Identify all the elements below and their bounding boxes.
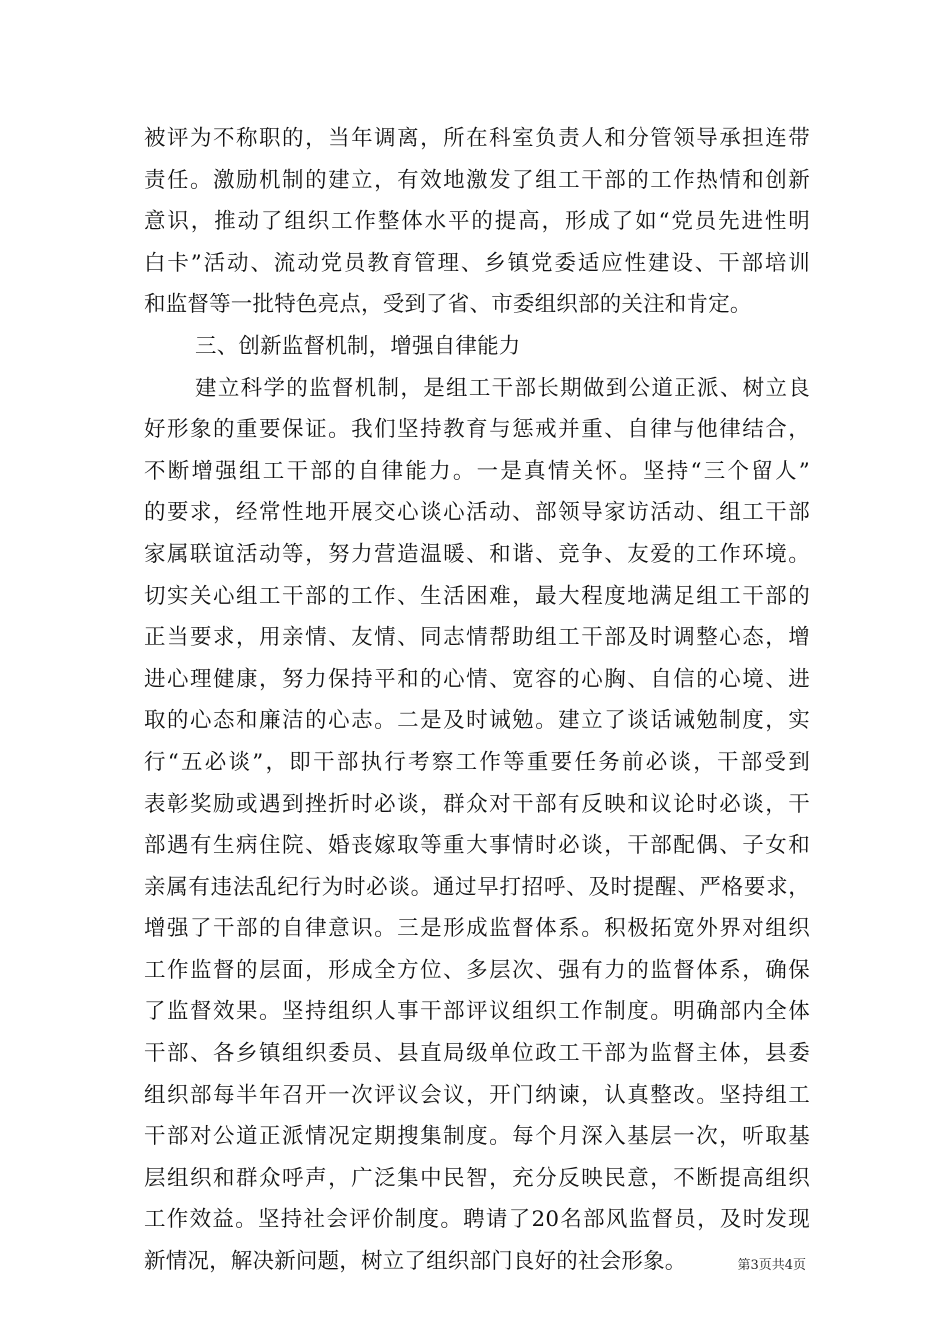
- text-line: 了监督效果。坚持组织人事干部评议组织工作制度。明确部内全体: [144, 999, 810, 1025]
- text-line: 建立科学的监督机制，是组工干部长期做到公道正派、树立良: [195, 375, 810, 401]
- text-line: 工作监督的层面，形成全方位、多层次、强有力的监督体系，确保: [144, 957, 810, 983]
- text-line: 被评为不称职的，当年调离，所在科室负责人和分管领导承担连带: [144, 126, 810, 151]
- text-line: 干部、各乡镇组织委员、县直局级单位政工干部为监督主体，县委: [144, 1041, 810, 1067]
- text-line: 取的心态和廉洁的心志。二是及时诫勉。建立了谈话诫勉制度，实: [144, 708, 810, 734]
- text-line: 干部对公道正派情况定期搜集制度。每个月深入基层一次，听取基: [144, 1124, 810, 1150]
- text-line: 责任。激励机制的建立，有效地激发了组工干部的工作热情和创新: [144, 167, 810, 193]
- text-line: 进心理健康，努力保持平和的心情、宽容的心胸、自信的心境、进: [144, 666, 810, 692]
- text-line: 表彰奖励或遇到挫折时必谈，群众对干部有反映和议论时必谈，干: [144, 791, 810, 817]
- text-line: 组织部每半年召开一次评议会议，开门纳谏，认真整改。坚持组工: [144, 1082, 810, 1108]
- text-line: 部遇有生病住院、婚丧嫁取等重大事情时必谈，干部配偶、子女和: [144, 833, 810, 859]
- text-line: 白卡”活动、流动党员教育管理、乡镇党委适应性建设、干部培训: [144, 250, 810, 276]
- text-line: 切实关心组工干部的工作、生活困难，最大程度地满足组工干部的: [144, 583, 810, 609]
- page-number: 第3页共4页: [737, 1258, 806, 1273]
- text-line: 层组织和群众呼声，广泛集中民智，充分反映民意，不断提高组织: [144, 1165, 810, 1191]
- text-line: 和监督等一批特色亮点，受到了省、市委组织部的关注和肯定。: [144, 292, 752, 318]
- text-line: 意识，推动了组织工作整体水平的提高，形成了如“党员先进性明: [144, 209, 810, 235]
- text-line: 不断增强组工干部的自律能力。一是真情关怀。坚持“三个留人”: [144, 458, 810, 484]
- body-text: [144, 118, 810, 1283]
- text-line: 新情况，解决新问题，树立了组织部门良好的社会形象。: [144, 1249, 687, 1275]
- text-line: 好形象的重要保证。我们坚持教育与惩戒并重、自律与他律结合，: [144, 417, 810, 443]
- text-line: 工作效益。坚持社会评价制度。聘请了20名部风监督员，及时发现: [144, 1207, 810, 1233]
- text-line: 的要求，经常性地开展交心谈心活动、部领导家访活动、组工干部: [144, 500, 810, 526]
- text-line: 正当要求，用亲情、友情、同志情帮助组工干部及时调整心态，增: [144, 625, 810, 651]
- text-line: 增强了干部的自律意识。三是形成监督体系。积极拓宽外界对组织: [144, 916, 810, 942]
- text-line: 家属联谊活动等，努力营造温暖、和谐、竞争、友爱的工作环境。: [144, 541, 810, 567]
- section-heading: 三、创新监督机制，增强自律能力: [195, 333, 521, 359]
- text-line: 亲属有违法乱纪行为时必谈。通过早打招呼、及时提醒、严格要求，: [144, 874, 810, 900]
- text-line: 行“五必谈”，即干部执行考察工作等重要任务前必谈，干部受到: [144, 749, 810, 775]
